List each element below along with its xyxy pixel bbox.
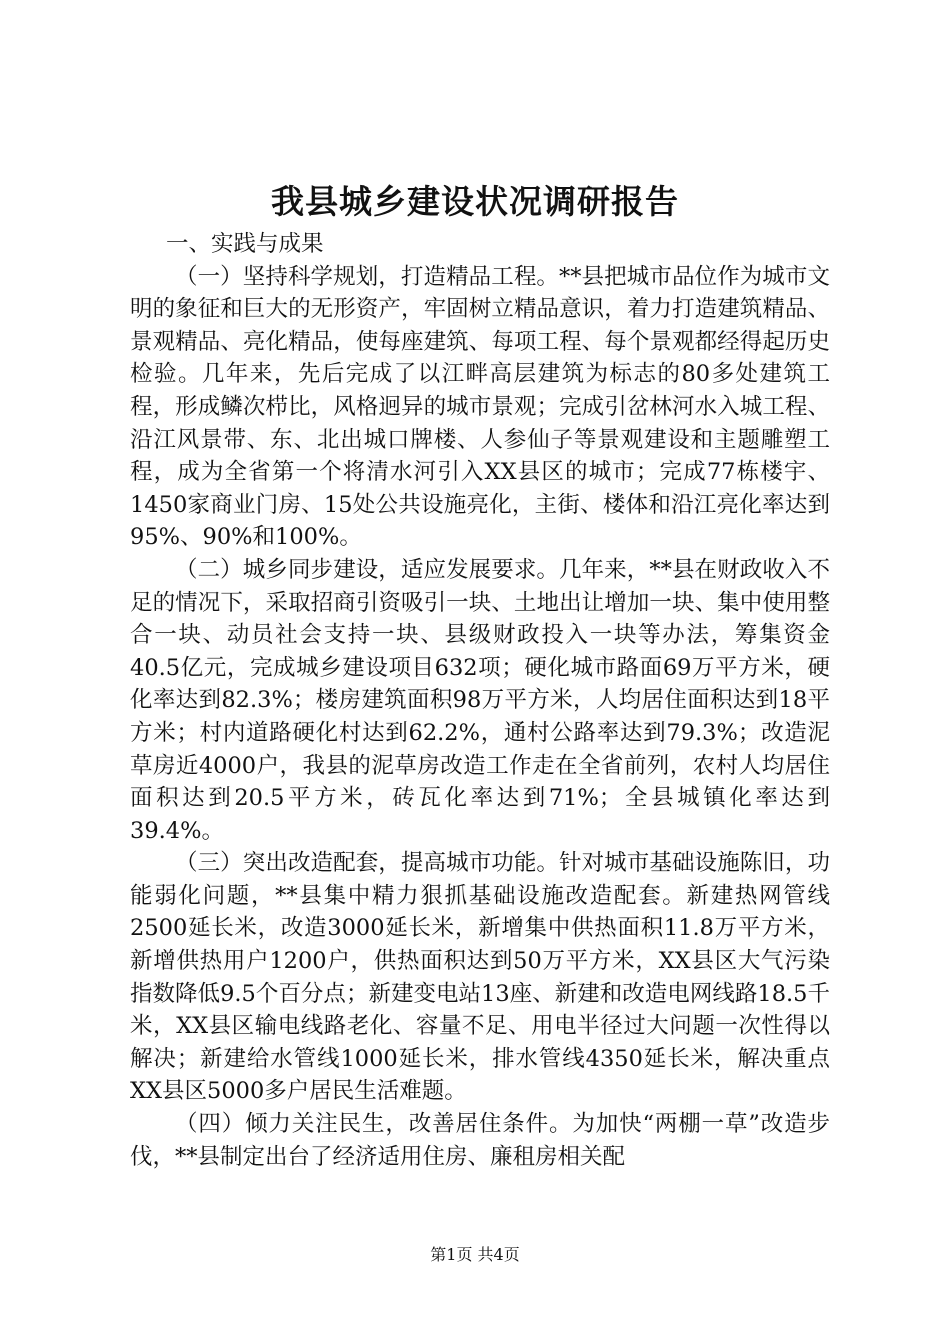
section-heading: 一、实践与成果 — [166, 231, 324, 257]
paragraph-1: （一）坚持科学规划，打造精品工程。**县把城市品位作为城市文明的象征和巨大的无形资产，牢固树立精品意识，着力打造建筑精品、景观精品、亮化精品，使每座建筑、每项工程、每个景观都经得起历史检验。几年来，先后完成了以江畔高层建筑为标志的80多处建筑工程，形成鳞次栉比，风格迥异的城市景观；完成引岔林河水入城工程、沿江风景带、东、北出城口牌楼、人参仙子等景观建设和主题雕塑工程，成为全省第一个将清水河引入XX县区的城市；完成77栋楼宇、1450家商业门房、15处公共设施亮化，主街、楼体和沿江亮化率达到95%、90%和100%。 — [130, 263, 830, 551]
paragraph-3: （三）突出改造配套，提高城市功能。针对城市基础设施陈旧，功能弱化问题，**县集中精力狠抓基础设施改造配套。新建热网管线2500延长米，改造3000延长米，新增集中供热面积11.8万平方米，新增供热用户1200户，供热面积达到50万平方米，XX县区大气污染指数降低9.5个百分点；新建变电站13座、新建和改造电网线路18.5千米，XX县区输电线路老化、容量不足、用电半径过大问题一次性得以解决；新建给水管线1000延长米，排水管线4350延长米，解决重点XX县区5000多户居民生活难题。 — [130, 850, 830, 1105]
page-number-footer: 第1页 共4页 — [430, 1245, 520, 1264]
paragraph-4: （四）倾力关注民生，改善居住条件。为加快“两棚一草”改造步伐，**县制定出台了经济适用住房、廉租房相关配 — [130, 1111, 830, 1170]
paragraph-2: （二）城乡同步建设，适应发展要求。几年来，**县在财政收入不足的情况下，采取招商引资吸引一块、土地出让增加一块、集中使用整合一块、动员社会支持一块、县级财政投入一块等办法，筹集资金40.5亿元，完成城乡建设项目632项；硬化城市路面69万平方米，硬化率达到82.3%；楼房建筑面积98万平方米，人均居住面积达到18平方米；村内道路硬化村达到62.2%，通村公路率达到79.3%；改造泥草房近4000户，我县的泥草房改造工作走在全省前列，农村人均居住面积达到20.5平方米，砖瓦化率达到71%；全县城镇化率达到39.4%。 — [130, 556, 830, 844]
document-body — [130, 228, 830, 1173]
document-title: 我县城乡建设状况调研报告 — [271, 182, 679, 221]
